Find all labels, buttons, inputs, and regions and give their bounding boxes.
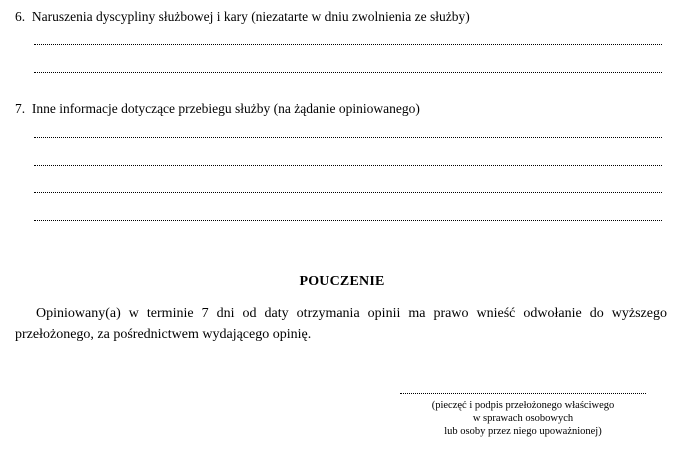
signature-caption: [400, 399, 646, 438]
section-7-fill-line[interactable]: [34, 165, 662, 166]
pouczenie-text: Opiniowany(a) w terminie 7 dni od daty otrzymania opinii ma prawo wnieść odwołanie do wyższego przełożonego, za pośrednictwem wydającego opinię.: [15, 306, 667, 342]
section-7-number: 7.: [15, 101, 26, 116]
pouczenie-paragraph: [15, 303, 667, 345]
pouczenie-title: POUCZENIE: [299, 274, 385, 289]
section-7-title: Inne informacje dotyczące przebiegu służby (na żądanie opiniowanego): [31, 101, 420, 116]
signature-caption-line-2: w sprawach osobowych: [472, 413, 574, 424]
section-6-heading: [15, 9, 470, 25]
section-7-fill-line[interactable]: [34, 137, 662, 138]
signature-caption-line-3: lub osoby przez niego upoważnionej): [444, 426, 602, 437]
section-6-fill-line[interactable]: [34, 72, 662, 73]
signature-line[interactable]: [400, 393, 646, 394]
section-6-number: 6.: [15, 9, 26, 24]
section-6-title: Naruszenia dyscypliny służbowej i kary (niezatarte w dniu zwolnienia ze służby): [31, 9, 470, 24]
section-6-fill-line[interactable]: [34, 44, 662, 45]
section-7-fill-line[interactable]: [34, 192, 662, 193]
section-7-heading: [15, 101, 420, 117]
section-7-fill-line[interactable]: [34, 220, 662, 221]
signature-caption-line-1: (pieczęć i podpis przełożonego właściwego: [431, 400, 615, 411]
